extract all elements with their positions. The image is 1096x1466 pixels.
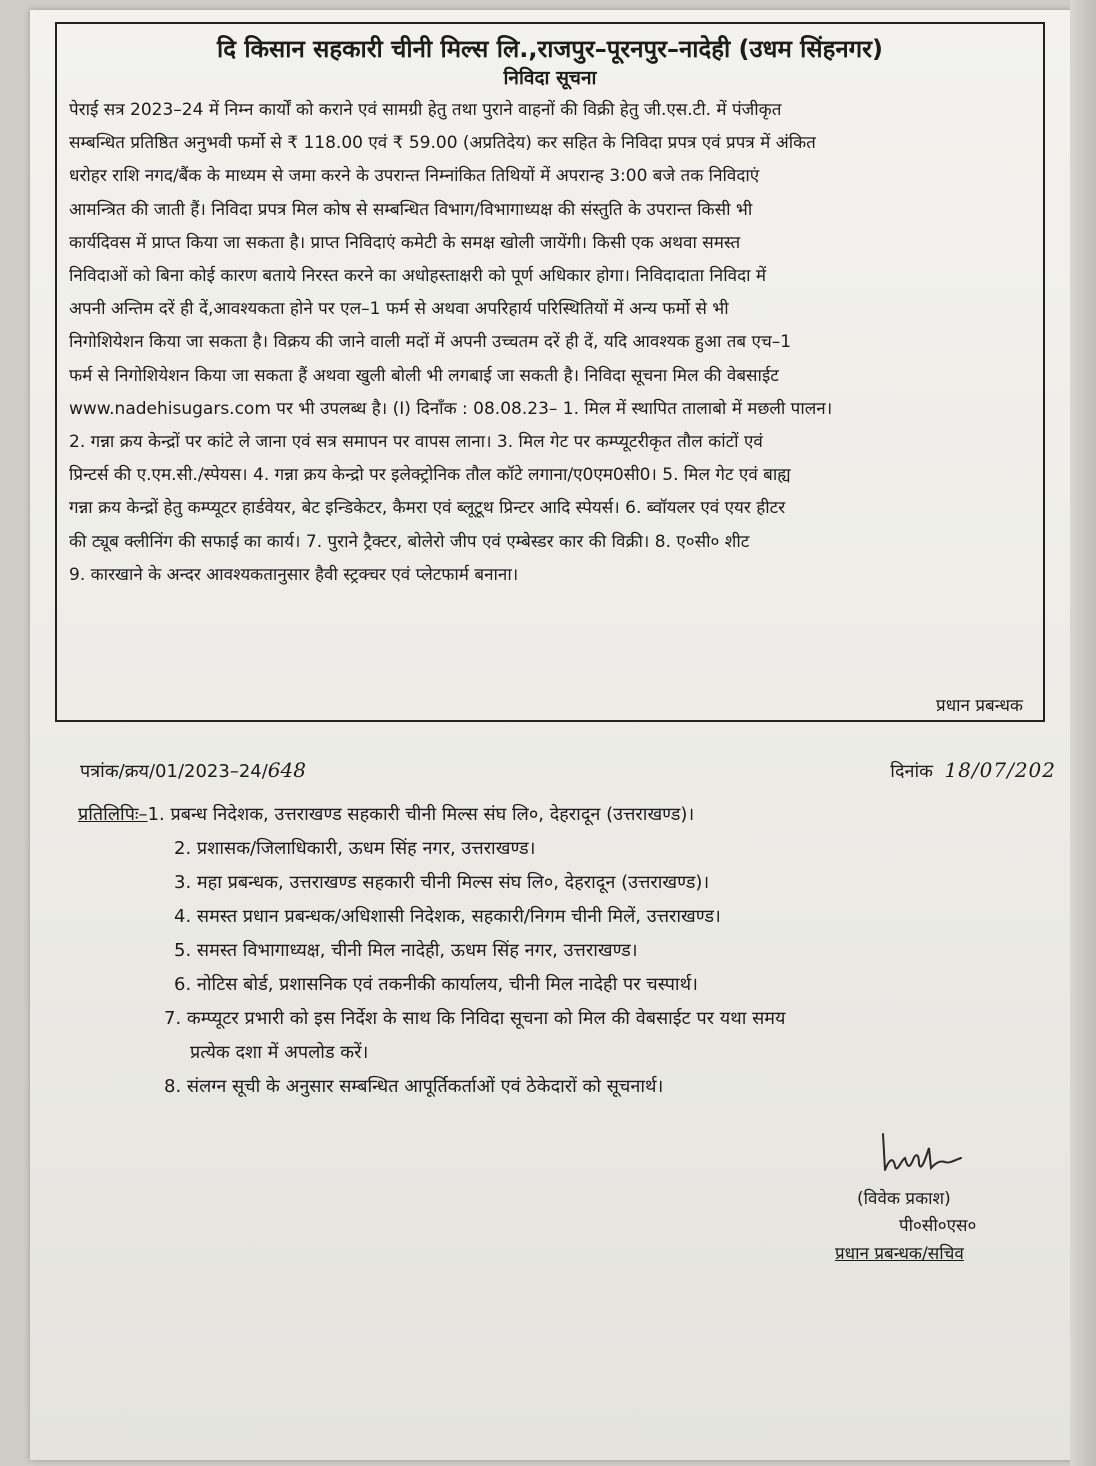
copy-to-label: प्रतिलिपिः– — [78, 804, 148, 825]
date-label: दिनांक — [890, 761, 933, 782]
notice-line: फर्म से निगोशियेशन किया जा सकता हैं अथवा खुली बोली भी लगबाई जा सकती है। निविदा सूचना मिल की वेबसाईट — [69, 365, 779, 386]
notice-line: धरोहर राशि नगद/बैंक के माध्यम से जमा करने के उपरान्त निम्नांकित तिथियों में अपरान्ह 3:00 बजे तक निविदाएं — [69, 166, 760, 187]
copy-item-continuation: प्रत्येक दशा में अपलोड करें। — [190, 1042, 369, 1063]
reference-label: पत्रांक/क्रय/01/2023–24/ — [80, 761, 268, 782]
notice-line: गन्ना क्रय केन्द्रों हेतु कम्प्यूटर हार्डवेयर, बेट इन्डिकेटर, कैमरा एवं ब्लूटूथ प्रिन्टर आदि स्पेयर्स। 6. ब्वॉयलर एवं एयर हीटर — [69, 498, 786, 519]
signatory-title: प्रधान प्रबन्धक/सचिव — [835, 1244, 964, 1264]
date-handwritten-value: 18/07/202 — [944, 758, 1056, 782]
notice-line: कार्यदिवस में प्राप्त किया जा सकता है। प्राप्त निविदाएं कमेटी के समक्ष खोली जायेंगी। किसी एक अथवा समस्त — [69, 232, 741, 253]
copy-item: 1. प्रबन्ध निदेशक, उत्तराखण्ड सहकारी चीनी मिल्स संघ लि०, देहरादून (उत्तराखण्ड)। — [147, 804, 695, 825]
copy-item: 2. प्रशासक/जिलाधिकारी, ऊधम सिंह नगर, उत्तराखण्ड। — [174, 838, 536, 859]
notice-line: आमन्त्रित की जाती हैं। निविदा प्रपत्र मिल कोष से सम्बन्धित विभाग/विभागाध्यक्ष की संस्तुति के उपरान्त किसी भी — [69, 199, 753, 220]
copy-item: 7. कम्प्यूटर प्रभारी को इस निर्देश के साथ कि निविदा सूचना को मिल की वेबसाईट पर यथा समय — [164, 1008, 786, 1029]
notice-title: निविदा सूचना — [503, 67, 597, 89]
notice-line: सम्बन्धित प्रतिष्ठित अनुभवी फर्मो से ₹ 118.00 एवं ₹ 59.00 (अप्रतिदेय) कर सहित के निविदा प्रपत्र एवं प्रपत्र में अंकित — [69, 133, 816, 154]
signatory-designation: पी०सी०एस० — [899, 1216, 977, 1236]
notice-line: प्रिन्टर्स की ए.एम.सी./स्पेयस। 4. गन्ना क्रय केन्द्रो पर इलेक्ट्रोनिक तौल कॉटे लगाना/ए0एम0सी0। 5. मिल गेट एवं बाह्य — [69, 465, 791, 486]
notice-line: अपनी अन्तिम दरें ही दें,आवश्यकता होने पर एल–1 फर्म से अथवा अपरिहार्य परिस्थितियों में अन्य फर्मो से भी — [69, 299, 729, 320]
copy-to-list — [78, 798, 998, 1104]
notice-line: की ट्यूब क्लीनिंग की सफाई का कार्य। 7. पुराने ट्रैक्टर, बोलेरो जीप एवं एम्बेस्डर कार की विक्री। 8. ए०सी० शीट — [69, 531, 750, 552]
notice-line: www.nadehisugars.com पर भी उपलब्ध है। (I) दिनाँक : 08.08.23– 1. मिल में स्थापित तालाबो में मछली पालन। — [69, 398, 833, 419]
copy-item: 3. महा प्रबन्धक, उत्तराखण्ड सहकारी चीनी मिल्स संघ लि०, देहरादून (उत्तराखण्ड)। — [174, 872, 710, 893]
mill-name: दि किसान सहकारी चीनी मिल्स लि.,राजपुर–पूरनपुर–नादेही (उधम सिंहनगर) — [217, 35, 883, 63]
notice-line: निविदाओं को बिना कोई कारण बताये निरस्त करने का अधोहस्ताक्षरी को पूर्ण अधिकार होगा। निविदादाता निविदा में — [69, 266, 767, 287]
notice-line: पेराई सत्र 2023–24 में निम्न कार्यों को कराने एवं सामग्री हेतु तथा पुराने वाहनों की विक्री हेतु जी.एस.टी. में पंजीकृत — [69, 100, 782, 120]
reference-handwritten-number: 648 — [267, 758, 306, 782]
background-edge — [1070, 0, 1096, 1466]
signature-block — [835, 1130, 1035, 1268]
handwritten-signature-icon — [875, 1130, 965, 1186]
tender-notice-box — [55, 22, 1045, 722]
copy-item: 4. समस्त प्रधान प्रबन्धक/अधिशासी निदेशक, सहकारी/निगम चीनी मिलें, उत्तराखण्ड। — [174, 906, 721, 927]
letter-date — [890, 758, 1056, 783]
notice-line: 9. कारखाने के अन्दर आवश्यकतानुसार हैवी स्ट्रक्चर एवं प्लेटफार्म बनाना। — [69, 564, 519, 585]
reference-number — [80, 758, 306, 783]
notice-body — [69, 94, 1031, 592]
signatory-name: (विवेक प्रकाश) — [857, 1189, 951, 1209]
notice-line: निगोशियेशन किया जा सकता है। विक्रय की जाने वाली मदों में अपनी उच्चतम दरें ही दें, यदि आवश्यक हुआ तब एच–1 — [69, 332, 792, 353]
copy-item: 5. समस्त विभागाध्यक्ष, चीनी मिल नादेही, ऊधम सिंह नगर, उत्तराखण्ड। — [174, 940, 638, 961]
notice-line: 2. गन्ना क्रय केन्द्रों पर कांटे ले जाना एवं सत्र समापन पर वापस लाना। 3. मिल गेट पर कम्प्यूटरीकृत तौल कांटों एवं — [69, 432, 763, 453]
copy-item: 6. नोटिस बोर्ड, प्रशासनिक एवं तकनीकी कार्यालय, चीनी मिल नादेही पर चस्पार्थ। — [174, 974, 698, 995]
notice-signatory: प्रधान प्रबन्धक — [936, 696, 1023, 716]
copy-item: 8. संलग्न सूची के अनुसार सम्बन्धित आपूर्तिकर्ताओं एवं ठेकेदारों को सूचनार्थ। — [164, 1076, 664, 1097]
